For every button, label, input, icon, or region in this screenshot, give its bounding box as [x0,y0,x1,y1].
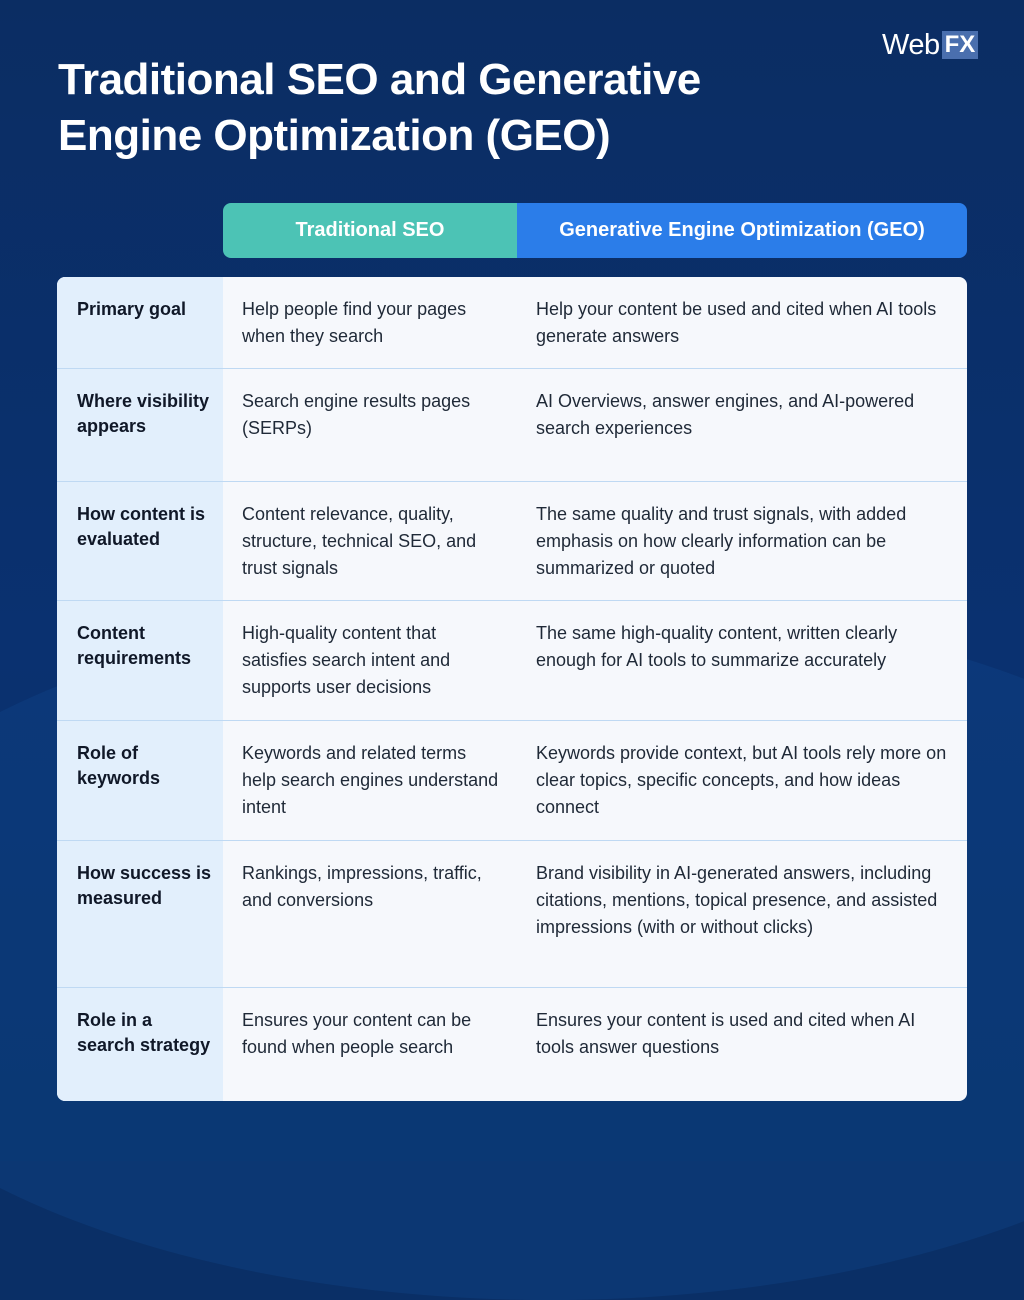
seo-cell: Help people find your pages when they search [242,299,467,346]
seo-cell: Ensures your content can be found when people search [242,1010,472,1057]
table-row [57,601,967,721]
table-row [57,482,967,601]
row-label: Content requirements [57,601,223,720]
geo-cell: Brand visibility in AI-generated answers, including citations, mentions, topical presence, and assisted impressions (with or without clicks) [536,863,938,937]
table-row [57,988,967,1101]
table-row [57,369,967,482]
geo-cell: Help your content be used and cited when AI tools generate answers [536,299,937,346]
table-row [57,841,967,988]
geo-cell: The same high-quality content, written clearly enough for AI tools to summarize accurately [536,623,898,670]
seo-cell: Keywords and related terms help search engines understand intent [242,743,499,817]
comparison-table [57,277,967,1101]
logo-fx-text: FX [942,31,979,59]
row-label: Where visibility appears [57,369,223,481]
column-header-traditional-seo: Traditional SEO [223,203,517,258]
seo-cell: Content relevance, quality, structure, technical SEO, and trust signals [242,504,477,578]
row-label: Role of keywords [57,721,223,840]
row-label: Role in a search strategy [57,988,223,1101]
row-label: How success is measured [57,841,223,987]
seo-cell: Search engine results pages (SERPs) [242,391,471,438]
geo-cell: Ensures your content is used and cited when AI tools answer questions [536,1010,916,1057]
seo-cell: High-quality content that satisfies search intent and supports user decisions [242,623,451,697]
seo-cell: Rankings, impressions, traffic, and conversions [242,863,482,910]
table-row [57,277,967,369]
geo-cell: Keywords provide context, but AI tools rely more on clear topics, specific concepts, and how ideas connect [536,743,947,817]
page-title: Traditional SEO and Generative Engine Optimization (GEO) [58,55,701,160]
webfx-logo [882,30,978,60]
geo-cell: AI Overviews, answer engines, and AI-powered search experiences [536,391,915,438]
geo-cell: The same quality and trust signals, with added emphasis on how clearly information can be summarized or quoted [536,504,907,578]
row-label: Primary goal [57,277,223,368]
logo-web-text: Web [882,28,940,61]
row-label: How content is evaluated [57,482,223,600]
column-header-geo: Generative Engine Optimization (GEO) [517,203,967,258]
table-row [57,721,967,841]
